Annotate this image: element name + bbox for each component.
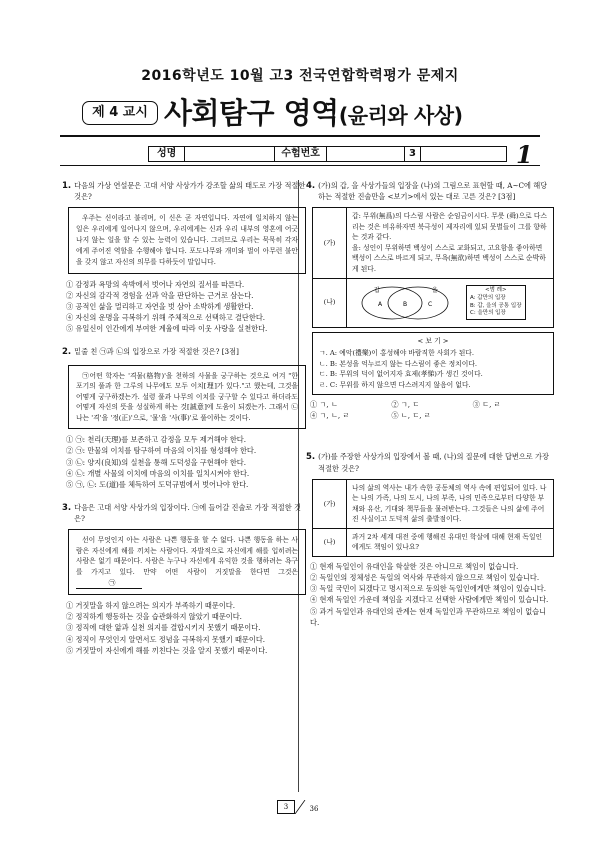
period-badge: 제 4 교시 (82, 101, 158, 125)
choice-2[interactable]: ② 자신의 감각적 경험을 선과 악을 판단하는 근거로 삼는다. (66, 290, 254, 300)
choice-4[interactable]: ④ ㉡: 개별 사물의 이치에 마음의 이치를 일치시켜야 한다. (66, 468, 250, 478)
question-number: 5. (306, 452, 316, 463)
choice-4[interactable]: ④ 자신의 운명을 극복하기 위해 주체적으로 선택하고 결단한다. (66, 313, 266, 323)
page-footer (277, 800, 323, 814)
source-text-na: 과거 2차 세계 대전 중에 행해진 유대인 학살에 대해 현재 독일인에게도 책임이 있나요? (347, 528, 554, 556)
venn-diagram-cell (347, 278, 554, 327)
legend-item: C: 을만의 입장 (470, 310, 506, 317)
choice-3[interactable]: ③ ㉡: 양지(良知)의 실천을 통해 도덕성을 구현해야 한다. (66, 457, 247, 467)
source-text-ga (347, 208, 554, 278)
source-label-na: (나) (313, 278, 347, 327)
choice-4[interactable]: ④ ㄱ, ㄴ, ㄹ (310, 411, 350, 421)
venn-diagram (352, 283, 460, 323)
choice-5[interactable]: ⑤ 유일신이 인간에게 부여한 계율에 따라 이웃 사랑을 실천한다. (66, 324, 268, 334)
legend-title: <범 례> (484, 287, 507, 294)
venn-region-b: B (403, 300, 408, 308)
choice-row (306, 410, 554, 421)
passage-text: 우주는 신이라고 불리며, 이 신은 곧 자연입니다. 자연에 일치하지 않는 일은 우리에게 일어나지 않으며, 우리에게는 신과 우리 내부의 영혼에 어긋나지 않는 일을 할 수 있는 능력이 있습니다. 그러므로 우리는 묵묵히 각자에게 주어진 역할을 수행해야 합니다. 포도나무와 개미와 벌이 아무런 불안을 갖지 않고 자신의 의무를 다하듯이 말입니다. (76, 214, 298, 266)
question-stem: 밑줄 친 ㉠과 ㉡의 입장으로 가장 적절한 것은? [3점] (74, 347, 239, 357)
footer-current-page: 3 (277, 800, 295, 814)
choice-5[interactable]: ⑤ 거짓말이 자신에게 해를 끼친다는 것을 알지 못했기 때문이다. (66, 645, 268, 655)
question-4 (306, 180, 554, 421)
bogi-item: ㄴ. B: 본성을 억누르지 않는 다스림이 좋은 정치이다. (319, 359, 478, 368)
header-rule-top (60, 135, 540, 137)
source-statement-eul: 을: 성인이 무위하면 백성이 스스로 교화되고, 고요함을 좋아하면 백성이 스스로 바르게 되고, 무욕(無欲)하면 백성이 스스로 순박하게 된다. (352, 243, 546, 273)
footer-total-pages: 36 (309, 805, 319, 813)
exam-number-field-rest[interactable] (421, 146, 507, 162)
question-passage (68, 207, 306, 273)
choice-2[interactable]: ② 정직하게 행동하는 것을 습관화하지 않았기 때문이다. (66, 612, 242, 622)
source-label-na: (나) (313, 528, 347, 556)
question-5 (306, 451, 554, 627)
choice-5[interactable]: ⑤ 과거 독일인과 유대인의 관계는 현재 독일인과 무관하므로 책임이 없습니다. (310, 606, 547, 627)
subject-title (164, 96, 463, 133)
choice-1[interactable]: ① ㉠: 천리(天理)를 보존하고 감정을 모두 제거해야 한다. (66, 435, 247, 445)
subject-main: 사회탐구 영역 (164, 96, 339, 130)
exam-number-label: 수험번호 (275, 146, 327, 162)
legend-item: B: 갑, 을의 공통 입장 (470, 302, 522, 309)
choice-5[interactable]: ⑤ ㉠, ㉡: 도(道)를 체득하여 도덕규범에서 벗어나야 한다. (66, 479, 249, 489)
source-text-ga: 나의 삶의 역사는 내가 속한 공동체의 역사 속에 편입되어 있다. 나는 나의 가족, 나의 도시, 나의 부족, 나의 민족으로부터 다양한 부채와 유산, 기대와 책무들을 물려받는다. 그것들은 나의 삶에 주어진 사실이고 도덕적 삶의 출발점이다. (347, 479, 554, 528)
source-table (312, 479, 554, 557)
name-field[interactable] (185, 146, 275, 162)
choice-5[interactable]: ⑤ ㄴ, ㄷ, ㄹ (391, 411, 431, 421)
question-stem: (가)의 갑, 을 사상가들의 입장을 (나)의 그림으로 표현할 때, A~C에 해당하는 적절한 진술만을 <보기>에서 있는 대로 고른 것은? [3점] (318, 181, 548, 202)
name-label: 성명 (148, 146, 185, 162)
source-label-ga: (가) (313, 208, 347, 278)
choice-4[interactable]: ④ 정직이 무엇인지 알면서도 정념을 극복하지 못했기 때문이다. (66, 634, 266, 644)
choice-2[interactable]: ② 독일인의 정체성은 독일의 역사와 무관하지 않으므로 책임이 있습니다. (310, 573, 540, 583)
choice-3[interactable]: ③ 정직에 대한 앎과 실천 의지를 결합시키지 못했기 때문이다. (66, 623, 261, 633)
choice-2[interactable]: ② ㄱ, ㄷ (391, 400, 420, 410)
bogi-item: ㄷ. B: 무위의 덕이 없어지자 효제(孝悌)가 생긴 것이다. (319, 370, 483, 379)
venn-legend (466, 285, 526, 320)
exam-number-digit: 3 (405, 146, 421, 162)
passage-text: ㉠어떤 학자는 '격물(格物)'을 천하의 사물을 궁구하는 것으로 여겨 "한 포기의 풀과 한 그루의 나무에도 모두 이치[理]가 있다."고 했는데, 그것을 어떻게 궁구하겠는가. 설령 풀과 나무의 이치를 궁구할 수 있다고 하더라도 어떻게 자신의 뜻을 성실하게 하는 것[誠意]에 도움이 되겠는가. 그래서 ㉡나는 '격'을 '정(正)'으로, '물'을 '사(事)'로 풀이하는 것이다. (76, 371, 298, 422)
question-2 (62, 346, 310, 490)
choice-3[interactable]: ③ 공적인 삶을 멀리하고 자연을 벗 삼아 소박하게 생활한다. (66, 302, 254, 311)
venn-region-a: A (378, 300, 383, 308)
source-table (312, 207, 554, 327)
question-number: 4. (306, 181, 316, 191)
source-label-ga: (가) (313, 479, 347, 528)
choice-1[interactable]: ① 현재 독일인이 유대인을 학살한 것은 아니므로 책임이 없습니다. (310, 561, 519, 571)
exam-number-field[interactable] (327, 146, 405, 162)
bogi-item: ㄱ. A: 예악(禮樂)이 홍성해야 바람직한 사회가 된다. (319, 349, 474, 358)
candidate-info-row (148, 146, 507, 162)
question-number: 1. (62, 181, 72, 191)
choice-1[interactable]: ① ㄱ, ㄴ (310, 400, 338, 410)
question-1 (62, 180, 310, 334)
right-column (306, 180, 554, 636)
left-column (62, 180, 310, 664)
blank-slot: ㉠ (76, 578, 142, 590)
legend-item: A: 갑만의 입장 (470, 294, 506, 301)
question-stem: 다음의 가상 연설문은 고대 서양 사상가가 강조할 삶의 태도로 가장 적절한 것은? (74, 181, 306, 202)
question-number: 3. (62, 503, 72, 514)
bogi-box (312, 332, 554, 396)
bogi-title: < 보 기 > (417, 336, 449, 345)
choice-4[interactable]: ④ 현재 독일인 가운데 책임을 지겠다고 선택한 사람에게만 책임이 있습니다. (310, 595, 549, 605)
venn-region-c: C (428, 300, 433, 308)
venn-label-right: 을 (432, 286, 438, 294)
bogi-item: ㄹ. C: 무위를 하지 않으면 다스려지지 않음이 없다. (319, 380, 471, 389)
question-number: 2. (62, 347, 72, 358)
question-stem: (가)를 주장한 사상가의 입장에서 볼 때, (나)의 질문에 대한 답변으로 가장 적절한 것은? (318, 452, 549, 473)
venn-label-left: 갑 (374, 286, 380, 294)
choice-1[interactable]: ① 감정과 욕망의 속박에서 벗어나 자연의 질서를 따른다. (66, 279, 245, 289)
choice-row (306, 399, 554, 410)
question-3 (62, 502, 310, 656)
question-stem: 다음은 고대 서양 사상가의 입장이다. ㉠에 들어갈 진술로 가장 적절한 것은? (74, 503, 301, 524)
header-rule-bottom (60, 165, 540, 166)
choice-2[interactable]: ② ㉠: 만물의 이치를 탐구하여 마음의 이치를 형성해야 한다. (66, 446, 257, 456)
subject-sub: (윤리와 사상) (338, 104, 463, 128)
choice-1[interactable]: ① 거짓말을 하지 않으려는 의지가 부족하기 때문이다. (66, 601, 235, 611)
exam-title: 2016학년도 10월 고3 전국연합학력평가 문제지 (141, 68, 459, 84)
passage-text: 선이 무엇인지 아는 사람은 나쁜 행동을 할 수 없다. 나쁜 행동을 하는 사람은 자신에게 해를 끼치는 사람이다. 자발적으로 자신에게 해를 입히려는 사람은 없기 때문이다. 사람은 누구나 자신에게 유익한 것을 행하려는 욕구를 가지고 있다. 만약 어떤 사람이 거짓말을 한다면 그것은 (76, 536, 298, 576)
choice-3[interactable]: ③ 독일 국민이 되겠다고 명시적으로 동의한 독일인에게만 책임이 있습니다. (310, 584, 547, 594)
choice-3[interactable]: ③ ㄷ, ㄹ (472, 400, 501, 410)
question-passage (68, 365, 306, 430)
question-passage (68, 529, 306, 595)
source-statement-gap: 갑: 무위(無爲)의 다스림 사람은 순임금이시다. 무릇 (舜)으로 다스리는 것은 비유하자면 북극성이 제자리에 있되 뭇별들이 그를 향하는 것과 같다. (352, 212, 548, 242)
page-number: 1 (516, 140, 533, 169)
